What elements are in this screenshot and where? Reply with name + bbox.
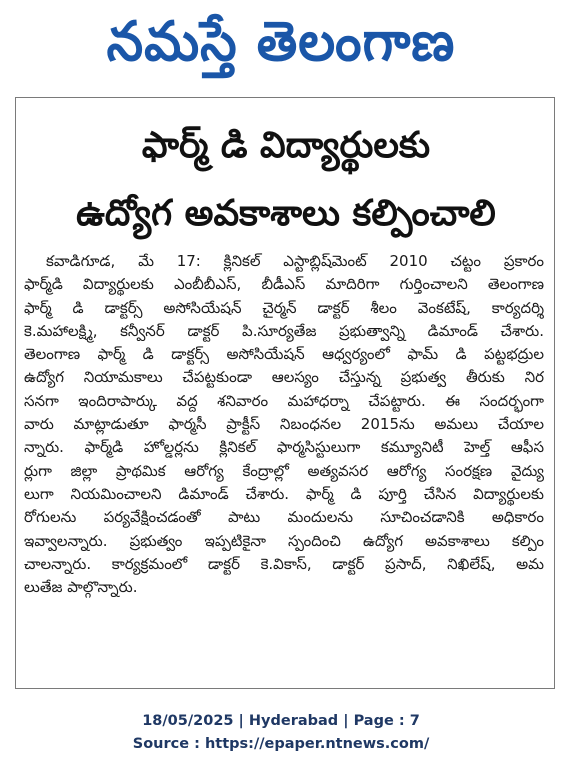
body-line: తెలంగాణ ఫార్మ్ డి డాక్టర్స్ అసోసియేషన్ ఆధ్వర్యంలో ఫామ్ డి పట్టభద్రుల bbox=[24, 345, 544, 364]
footer-source-link[interactable]: Source : https://epaper.ntnews.com/ bbox=[132, 736, 430, 752]
body-line: ఇవ్వాలన్నారు. ప్రభుత్వం ఇప్పటికైనా స్పందించి ఉద్యోగ అవకాశాలు కల్పిం bbox=[24, 531, 544, 550]
body-line: లుగా నియమించాలని డిమాండ్ చేశారు. ఫార్మ్ డి పూర్తి చేసిన విద్యార్థులకు bbox=[24, 484, 544, 503]
body-line: వారు మాట్లాడుతూ ఫార్మసీ ప్రాక్టీస్ నిబంధనల 2015ను అమలు చేయాల bbox=[24, 415, 544, 434]
masthead bbox=[0, 4, 562, 80]
body-line: రోగులను పర్యవేక్షించడంతో పాటు మందులను సూచించడానికి అధికారం bbox=[24, 508, 544, 527]
body-line: ఫార్మ్ డి డాక్టర్స్ అసోసియేషన్ చైర్మన్ డాక్టర్ శీలం వెంకటేష్, కార్యదర్శి bbox=[24, 298, 544, 317]
body-line: ఫార్మ్‌డి విద్యార్థులకు ఎంబీబీఎస్, బీడీఎస్ మాదిరిగా గుర్తించాలని తెలంగాణ bbox=[24, 275, 544, 294]
body-line: కె.మహాలక్ష్మి, కన్వీనర్ డాక్టర్ పి.సూర్యతేజ ప్రభుత్వాన్ని డిమాండ్ చేశారు. bbox=[24, 321, 544, 340]
headline-line-2: ఉద్యోగ అవకాశాలు కల్పించాలి bbox=[76, 193, 496, 234]
newspaper-logo-title: నమస్తే తెలంగాణ bbox=[106, 10, 456, 74]
body-line: ర్లుగా జిల్లా ప్రాథమిక ఆరోగ్య కేంద్రాల్లో అత్యవసర ఆరోగ్య సంరక్షణ వైద్యు bbox=[24, 461, 544, 480]
body-line: ఉద్యోగ నియామకాలు చేపట్టకుండా ఆలస్యం చేస్తున్న ప్రభుత్వ తీరుకు నిర bbox=[24, 368, 544, 387]
body-line: చాలన్నారు. కార్యక్రమంలో డాక్టర్ కె.వికాస్, డాక్టర్ ప్రసాద్, నిఖిలేష్, అమ bbox=[24, 554, 544, 573]
body-line: సనగా ఇందిరాపార్కు వద్ద శనివారం మహాధర్నా చేపట్టారు. ఈ సందర్భంగా bbox=[24, 391, 544, 410]
headline-line-1: ఫార్మ్ డి విద్యార్థులకు bbox=[141, 125, 431, 166]
article-clipping bbox=[15, 97, 555, 689]
body-line: లుతేజ పాల్గొన్నారు. bbox=[24, 578, 138, 597]
footer-date-line: 18/05/2025 | Hyderabad | Page : 7 bbox=[142, 713, 420, 729]
body-line: కవాడిగూడ, మే 17: క్లినికల్ ఎస్టాబ్లిష్‌మెంట్ 2010 చట్టం ప్రకారం bbox=[46, 252, 544, 270]
article-body bbox=[24, 250, 544, 599]
body-line: న్నారు. ఫార్మ్‌డి హోల్డర్లను క్లినికల్ ఫార్మసిస్టులుగా కమ్యూనిటీ హెల్త్ ఆఫీస bbox=[24, 438, 544, 457]
